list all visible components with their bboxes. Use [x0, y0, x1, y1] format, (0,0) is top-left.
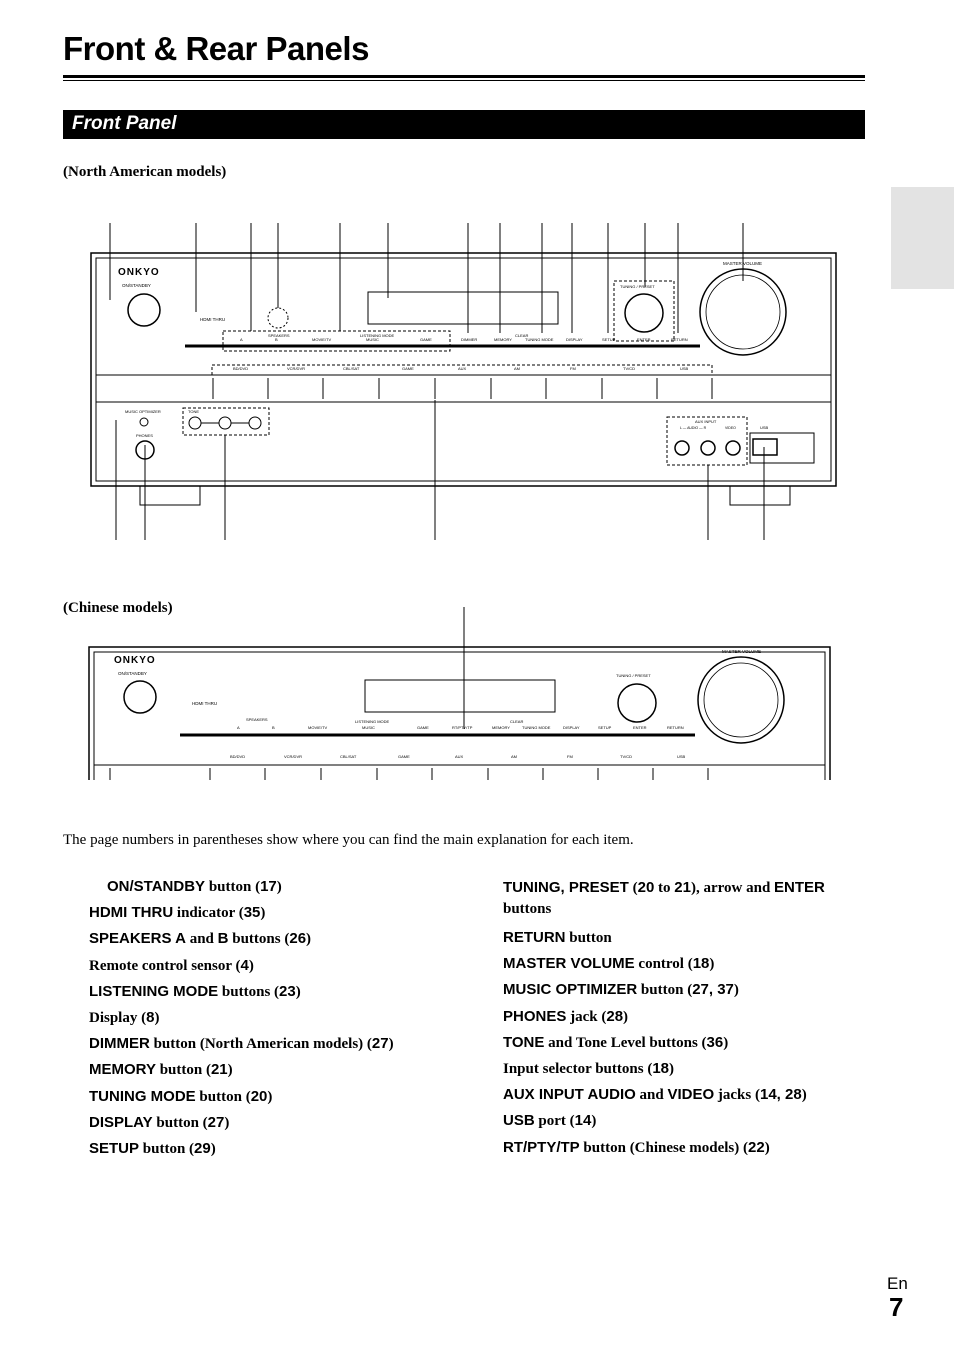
list-item: SPEAKERS A and B buttons (26): [89, 930, 312, 948]
input-label: VCR/DVR: [284, 754, 303, 759]
list-item: TONE and Tone Level buttons (36): [503, 1033, 729, 1051]
button-label: SETUP: [598, 725, 612, 730]
input-label: AUX: [458, 366, 467, 371]
list-item: Input selector buttons (18): [503, 1060, 675, 1078]
on-standby-button[interactable]: [128, 294, 160, 326]
on-standby-button[interactable]: [124, 681, 156, 713]
aux-audio-r-jack[interactable]: [701, 441, 715, 455]
list-item: DIMMER button (North American models) (27): [89, 1035, 394, 1053]
button-label: RETURN: [671, 337, 688, 342]
tone-minus-button[interactable]: [189, 417, 201, 429]
list-item: MASTER VOLUME control (18): [503, 955, 715, 973]
phones-label: PHONES: [136, 433, 153, 438]
brand-logo: ONKYO: [118, 267, 160, 278]
button-label: DISPLAY: [563, 725, 580, 730]
list-item: MUSIC OPTIMIZER button (27, 37): [503, 981, 739, 999]
usb-label: USB: [760, 425, 769, 430]
listening-mode-label: LISTENING MODE: [360, 333, 395, 338]
page-caption: The page numbers in parentheses show where you can find the main explanation for each item.: [63, 832, 634, 848]
input-label: TV/CD: [620, 754, 632, 759]
button-label: DISPLAY: [566, 337, 583, 342]
master-volume-label: MASTER VOLUME: [723, 261, 763, 266]
button-label: GAME: [417, 725, 429, 730]
button-label: MOVIE/TV: [312, 337, 332, 342]
list-item: USB port (14): [503, 1112, 597, 1130]
list-item: PHONES jack (28): [503, 1007, 629, 1025]
display-window: [368, 292, 558, 324]
list-item: TUNING MODE button (20): [89, 1087, 273, 1105]
input-label: AM: [511, 754, 517, 759]
input-label: CBL/SAT: [340, 754, 357, 759]
section-header: [63, 110, 865, 139]
master-volume-knob[interactable]: [698, 657, 784, 743]
hdmi-thru-indicator-label: HDMI THRU: [200, 317, 226, 322]
input-label: AM: [514, 366, 520, 371]
input-label: VCR/DVR: [287, 366, 306, 371]
side-tab: [891, 187, 954, 289]
item-list-right: [503, 874, 868, 1161]
button-label: ENTER: [637, 337, 651, 342]
speakers-label: SPEAKERS: [246, 717, 268, 722]
input-label: GAME: [398, 754, 410, 759]
button-label: MEMORY: [492, 725, 510, 730]
clear-label: CLEAR: [510, 719, 524, 724]
list-item: Remote control sensor (4): [89, 956, 254, 974]
button-label: RT/PTY/TP: [452, 725, 473, 730]
input-label: USB: [680, 366, 689, 371]
listening-mode-label: LISTENING MODE: [355, 719, 390, 724]
input-label: TV/CD: [623, 366, 635, 371]
button-label: ENTER: [633, 725, 647, 730]
clear-label: CLEAR: [515, 333, 529, 338]
chinese-front-panel-diagram: [80, 605, 840, 785]
tuning-preset-dial[interactable]: [625, 294, 663, 332]
aux-audio-l-jack[interactable]: [675, 441, 689, 455]
music-optimizer-label: MUSIC OPTIMIZER: [125, 409, 161, 414]
north-american-front-panel-diagram: [80, 215, 850, 545]
tone-button[interactable]: [219, 417, 231, 429]
item-list-left: [89, 874, 489, 1162]
input-label: FM: [567, 754, 573, 759]
section-title: Front Panel: [72, 113, 177, 134]
tone-label: TONE: [188, 409, 200, 414]
list-item: ON/STANDBY button (17): [107, 878, 282, 895]
list-item: TUNING, PRESET (20 to 21), arrow and ENTER buttons: [503, 879, 825, 917]
list-item: MEMORY button (21): [89, 1061, 233, 1079]
tuning-preset-label: TUNING / PRESET: [616, 673, 651, 678]
button-label: TUNING MODE: [522, 725, 551, 730]
tone-plus-button[interactable]: [249, 417, 261, 429]
tuning-preset-dial[interactable]: [618, 684, 656, 722]
input-label: BD/DVD: [230, 754, 246, 759]
button-label: GAME: [420, 337, 432, 342]
on-standby-label: ON/STANDBY: [122, 283, 151, 288]
input-label: FM: [570, 366, 576, 371]
list-item: Display (8): [89, 1009, 160, 1027]
list-item: LISTENING MODE buttons (23): [89, 982, 301, 1000]
speakers-label: SPEAKERS: [268, 333, 290, 338]
button-label: A: [240, 337, 243, 342]
list-item: RETURN button: [503, 929, 612, 946]
north-american-label: (North American models): [63, 164, 227, 180]
button-label: B: [272, 725, 275, 730]
button-label: RETURN: [667, 725, 684, 730]
button-label: MUSIC: [366, 337, 379, 342]
button-label: SETUP: [602, 337, 616, 342]
page-number: 7: [889, 1292, 904, 1322]
input-label: AUX: [455, 754, 464, 759]
display-window: [365, 680, 555, 712]
input-label: USB: [677, 754, 686, 759]
tuning-preset-label: TUNING / PRESET: [620, 284, 655, 289]
music-optimizer-button[interactable]: [140, 418, 148, 426]
button-label: MUSIC: [362, 725, 375, 730]
list-item: AUX INPUT AUDIO and VIDEO jacks (14, 28): [503, 1086, 807, 1104]
button-label: TUNING MODE: [525, 337, 554, 342]
button-label: MOVIE/TV: [308, 725, 328, 730]
list-item: SETUP button (29): [89, 1140, 216, 1158]
brand-logo: ONKYO: [114, 655, 156, 666]
input-label: CBL/SAT: [343, 366, 360, 371]
list-item: DISPLAY button (27): [89, 1113, 230, 1131]
button-label: A: [237, 725, 240, 730]
input-label: GAME: [402, 366, 414, 371]
chinese-models-label: (Chinese models): [63, 600, 173, 616]
on-standby-label: ON/STANDBY: [118, 671, 147, 676]
aux-input-label: AUX INPUT: [695, 419, 717, 424]
hdmi-thru-indicator-label: HDMI THRU: [192, 701, 218, 706]
button-label: B: [275, 337, 278, 342]
list-item: HDMI THRU indicator (35): [89, 904, 266, 922]
title-rule-thin: [63, 80, 865, 81]
list-item: RT/PTY/TP button (Chinese models) (22): [503, 1138, 770, 1156]
page-language: En: [887, 1274, 908, 1293]
usb-port[interactable]: [753, 439, 777, 455]
page-title: Front & Rear Panels: [63, 30, 369, 67]
remote-sensor: [268, 308, 288, 328]
button-label: DIMMER: [461, 337, 478, 342]
aux-video-jack[interactable]: [726, 441, 740, 455]
aux-video-label: VIDEO: [725, 426, 736, 430]
input-label: BD/DVD: [233, 366, 249, 371]
aux-audio-label: L — AUDIO — R: [680, 426, 707, 430]
master-volume-label: MASTER VOLUME: [722, 649, 762, 654]
master-volume-knob[interactable]: [700, 269, 786, 355]
button-label: MEMORY: [494, 337, 512, 342]
title-rule: [63, 75, 865, 78]
